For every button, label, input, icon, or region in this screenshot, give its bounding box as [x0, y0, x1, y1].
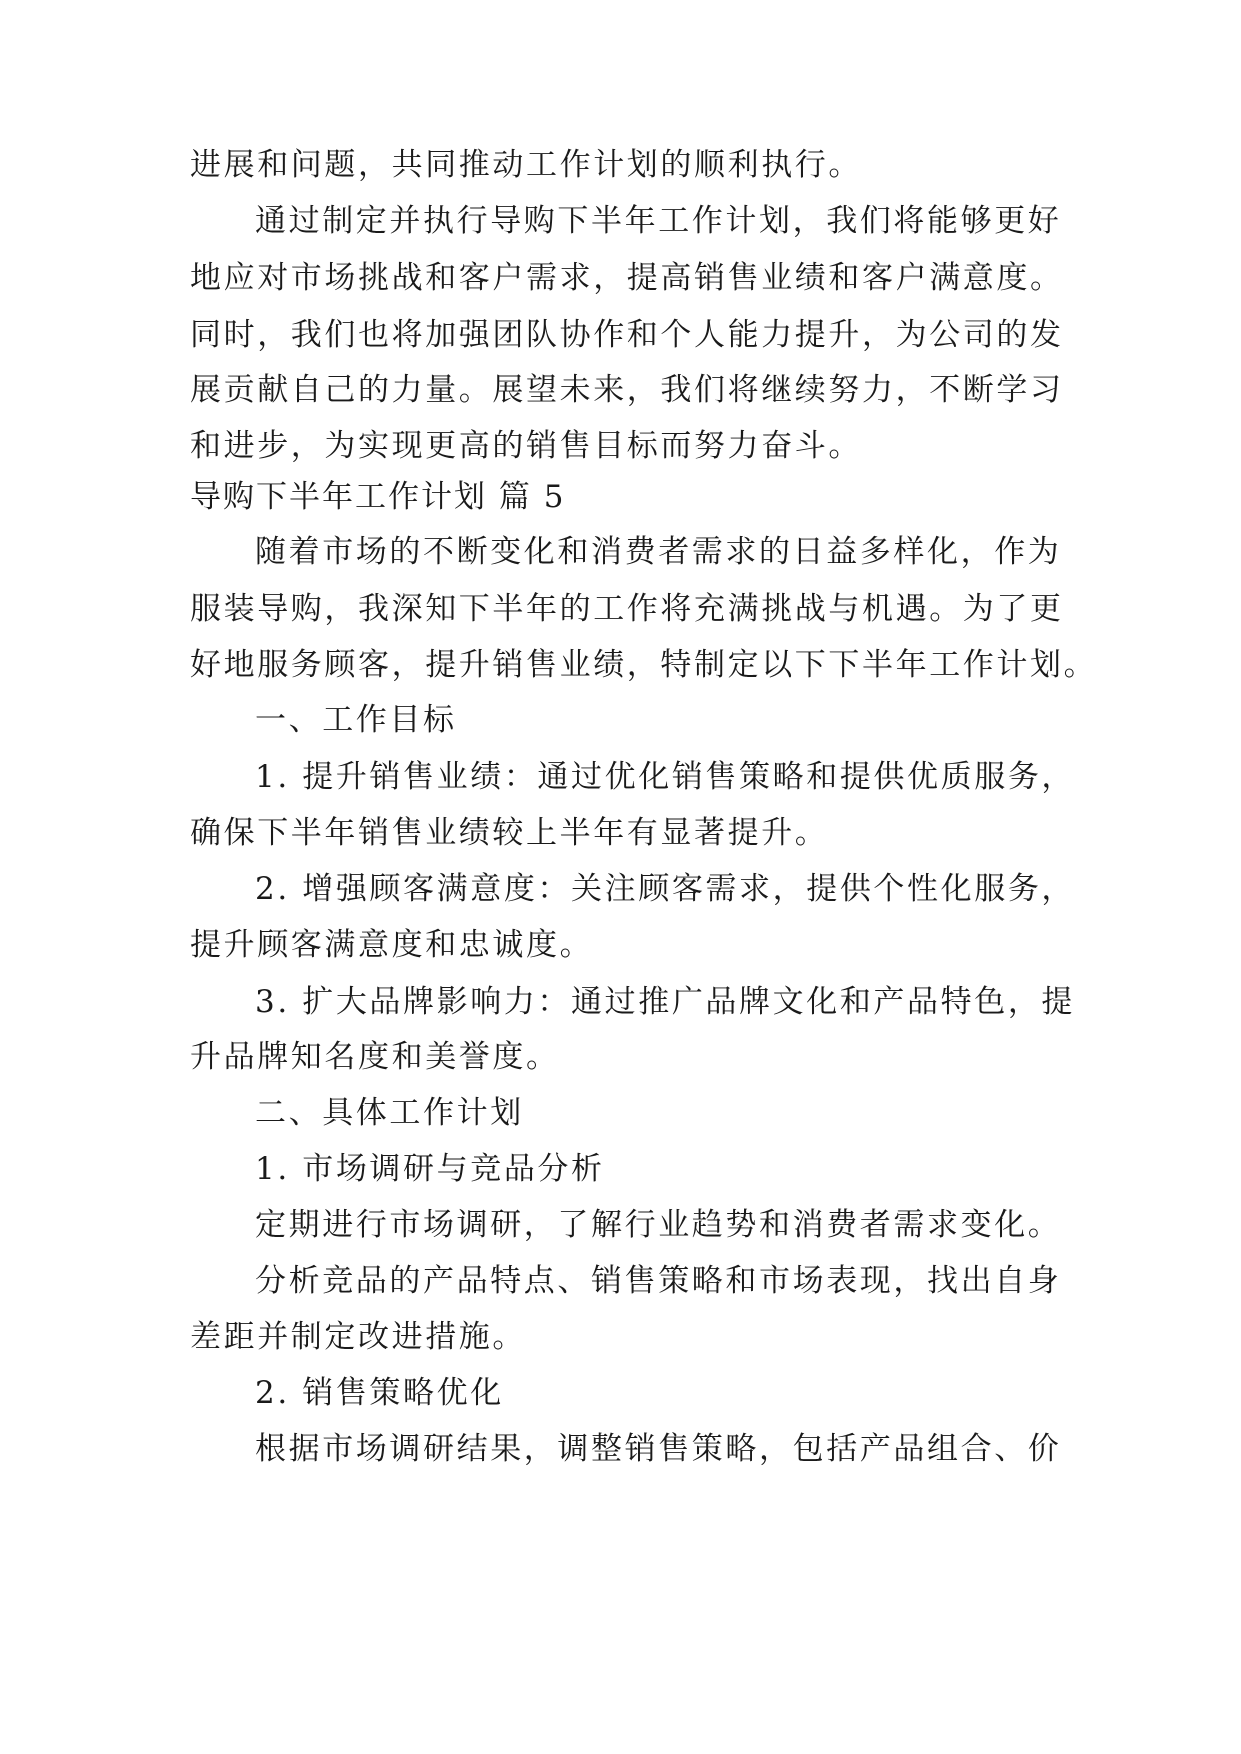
text-line: 提升顾客满意度和忠诚度。	[190, 927, 594, 963]
list-item: 2. 增强顾客满意度：关注顾客需求，提供个性化服务，	[255, 871, 1076, 907]
text-line: 确保下半年销售业绩较上半年有显著提升。	[190, 815, 829, 851]
paragraph-start: 根据市场调研结果，调整销售策略，包括产品组合、价	[255, 1431, 1062, 1467]
heading-plan: 二、具体工作计划	[255, 1095, 524, 1131]
paragraph-start: 通过制定并执行导购下半年工作计划，我们将能够更好	[255, 203, 1062, 239]
subheading: 1. 市场调研与竞品分析	[255, 1151, 605, 1187]
text-line: 展贡献自己的力量。展望未来，我们将继续努力，不断学习	[190, 372, 1064, 408]
text-line: 进展和问题，共同推动工作计划的顺利执行。	[190, 147, 862, 183]
paragraph-start: 分析竞品的产品特点、销售策略和市场表现，找出自身	[255, 1263, 1062, 1299]
paragraph-start: 随着市场的不断变化和消费者需求的日益多样化，作为	[255, 534, 1062, 570]
list-item: 3. 扩大品牌影响力：通过推广品牌文化和产品特色，提	[255, 984, 1076, 1020]
section-title: 导购下半年工作计划 篇 5	[190, 479, 566, 515]
subheading: 2. 销售策略优化	[255, 1375, 504, 1411]
text-line: 地应对市场挑战和客户需求，提高销售业绩和客户满意度。	[190, 260, 1064, 296]
text-line: 升品牌知名度和美誉度。	[190, 1039, 560, 1075]
text-line: 差距并制定改进措施。	[190, 1319, 526, 1355]
text-line: 服装导购，我深知下半年的工作将充满挑战与机遇。为了更	[190, 591, 1064, 627]
paragraph-start: 定期进行市场调研，了解行业趋势和消费者需求变化。	[255, 1207, 1062, 1243]
text-line: 好地服务顾客，提升销售业绩，特制定以下下半年工作计划。	[190, 647, 1098, 683]
heading-goals: 一、工作目标	[255, 702, 457, 738]
text-line: 同时，我们也将加强团队协作和个人能力提升，为公司的发	[190, 317, 1064, 353]
list-item: 1. 提升销售业绩：通过优化销售策略和提供优质服务，	[255, 759, 1076, 795]
text-line: 和进步，为实现更高的销售目标而努力奋斗。	[190, 428, 862, 464]
